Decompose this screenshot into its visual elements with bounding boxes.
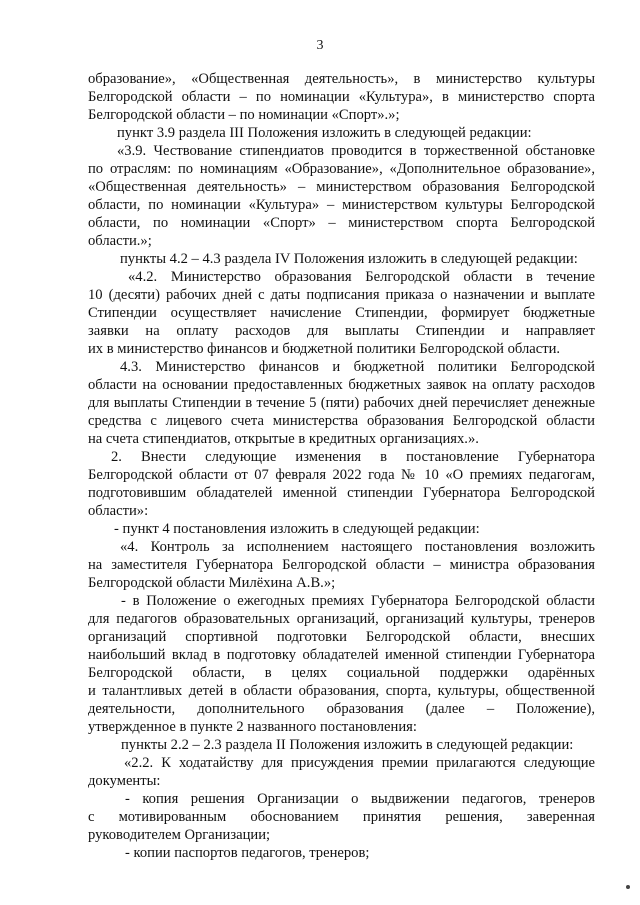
text-line: с мотивированным обоснованием принятия решения, заверенная xyxy=(88,809,595,825)
text-line: заявки на оплату расходов для выплаты Стипендии и направляет xyxy=(88,323,595,339)
text-line: Белгородской области – по номинации «Культура», в министерство спорта xyxy=(88,89,595,105)
text-line: области, по номинации «Спорт» – министерством спорта Белгородской xyxy=(88,215,595,231)
scan-mark xyxy=(626,885,630,889)
text-line: - пункт 4 постановления изложить в следующей редакции: xyxy=(114,521,480,537)
text-line: Белгородской области от 07 февраля 2022 года № 10 «О премиях педагогам, xyxy=(88,467,595,483)
text-line: области, по номинации «Культура» – министерством культуры Белгородской xyxy=(88,197,595,213)
text-line: Стипендии осуществляет начисление Стипендии, формирует бюджетные xyxy=(88,305,595,321)
text-line: руководителем Организации; xyxy=(88,827,271,843)
text-line: их в министерство финансов и бюджетной политики Белгородской области. xyxy=(88,341,561,357)
text-line: «Общественная деятельность» – министерством образования Белгородской xyxy=(88,179,595,195)
text-line: «3.9. Чествование стипендиатов проводится в торжественной обстановке xyxy=(117,143,595,159)
text-line: образование», «Общественная деятельность», в министерство культуры xyxy=(88,71,595,87)
text-line: Белгородской области – по номинации «Спорт».»; xyxy=(88,107,400,123)
text-line: области на основании предоставленных бюджетных заявок на оплату расходов xyxy=(88,377,595,393)
text-line: наибольший вклад в подготовку обладателей именной стипендии Губернатора xyxy=(88,647,595,663)
text-line: по отраслям: по номинациям «Образование», «Дополнительное образование», xyxy=(88,161,595,177)
text-line: средства с лицевого счета министерства образования Белгородской области xyxy=(88,413,595,429)
text-line: «4.2. Министерство образования Белгородской области в течение xyxy=(128,269,595,285)
text-line: 2. Внести следующие изменения в постановление Губернатора xyxy=(111,449,595,465)
text-line: утвержденное в пункте 2 названного постановления: xyxy=(88,719,417,735)
text-line: пункты 2.2 – 2.3 раздела II Положения изложить в следующей редакции: xyxy=(121,737,574,753)
text-line: «4. Контроль за исполнением настоящего постановления возложить xyxy=(120,539,595,555)
text-line: подготовившим обладателей именной стипендии Губернатора Белгородской xyxy=(88,485,595,501)
text-line: - в Положение о ежегодных премиях Губернатора Белгородской области xyxy=(121,593,595,609)
text-line: на заместителя Губернатора Белгородской области – министра образования xyxy=(88,557,595,573)
text-line: - копии паспортов педагогов, тренеров; xyxy=(125,845,370,861)
text-line: 10 (десяти) рабочих дней с даты подписания приказа о назначении и выплате xyxy=(88,287,595,303)
document-body xyxy=(88,70,595,862)
text-line: пункт 3.9 раздела III Положения изложить в следующей редакции: xyxy=(117,125,532,141)
text-line: Белгородской области, в целях социальной поддержки одарённых xyxy=(88,665,595,681)
text-line: организаций спортивной подготовки Белгородской области, внесших xyxy=(88,629,595,645)
text-line: для педагогов образовательных организаций, организаций культуры, тренеров xyxy=(88,611,595,627)
text-line: и талантливых детей в области образования, спорта, культуры, общественной xyxy=(88,683,595,699)
page-number: 3 xyxy=(316,38,324,53)
text-line: - копия решения Организации о выдвижении педагогов, тренеров xyxy=(125,791,595,807)
text-line: области»: xyxy=(88,503,149,519)
text-line: на счета стипендиатов, открытые в кредитных организациях.». xyxy=(88,431,479,447)
text-line: деятельности, дополнительного образования (далее – Положение), xyxy=(88,701,595,717)
text-line: документы: xyxy=(88,773,161,789)
text-line: пункты 4.2 – 4.3 раздела IV Положения изложить в следующей редакции: xyxy=(120,251,578,267)
text-line: «2.2. К ходатайству для присуждения премии прилагаются следующие xyxy=(124,755,595,771)
text-line: 4.3. Министерство финансов и бюджетной политики Белгородской xyxy=(120,359,595,375)
text-line: Белгородской области Милёхина А.В.»; xyxy=(88,575,336,591)
text-line: для выплаты Стипендии в течение 5 (пяти) рабочих дней перечисляет денежные xyxy=(88,395,595,411)
text-line: области.»; xyxy=(88,233,152,249)
